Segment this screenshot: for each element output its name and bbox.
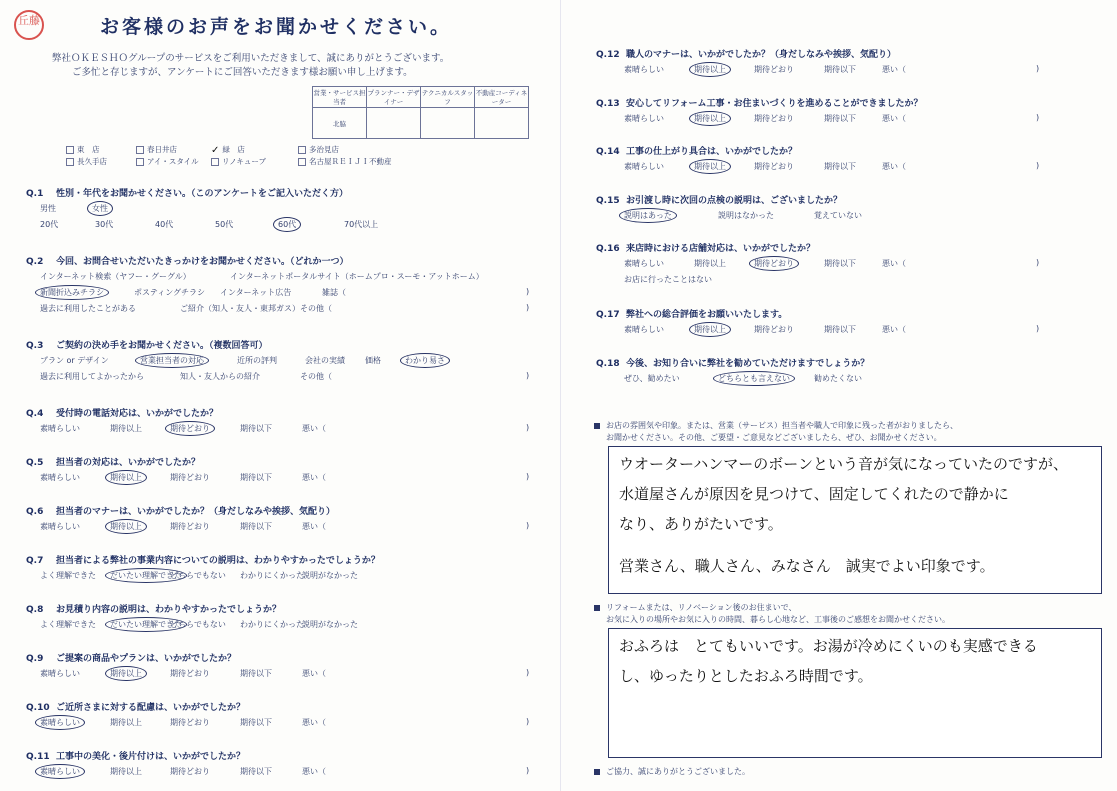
question-text: 来店時における店舗対応は、いかがでしたか？: [626, 244, 816, 255]
checkbox-icon[interactable]: [66, 158, 74, 166]
answer-option[interactable]: ご紹介（知人・友人・東邦ガス）: [180, 304, 300, 313]
answer-option[interactable]: 悪い（: [302, 473, 326, 482]
selected-option[interactable]: 素晴らしい: [35, 764, 85, 779]
option-row: [596, 60, 1040, 76]
answer-option[interactable]: 70代以上: [344, 220, 379, 229]
option-row: [26, 267, 484, 283]
answer-option[interactable]: 期待どおり: [754, 325, 794, 335]
closing-paren: ): [526, 717, 530, 726]
answer-option[interactable]: 期待以下: [824, 325, 856, 335]
answer-option[interactable]: 期待以下: [240, 718, 272, 727]
answer-option[interactable]: お店に行ったことはない: [624, 275, 712, 285]
store-option[interactable]: [66, 156, 107, 167]
comment1-line: ウオーターハンマーのボーンという音が気になっていたのですが、: [619, 455, 1068, 473]
answer-option[interactable]: プラン or デザイン: [40, 356, 109, 365]
answer-option[interactable]: 会社の実績: [305, 356, 345, 365]
closing-paren: ): [526, 668, 530, 677]
comment1-label-line: お店の雰囲気や印象。または、営業（サービス）担当者や職人で印象に残った者がおりましたら、: [606, 421, 958, 430]
staff-cell-planner[interactable]: [367, 108, 421, 139]
option-row: [26, 713, 530, 729]
question-title: [26, 455, 200, 468]
answer-option[interactable]: 勧めたくない: [814, 374, 862, 383]
selected-option[interactable]: 期待以上: [105, 666, 147, 681]
selected-option[interactable]: 営業担当者の対応: [135, 353, 209, 368]
closing-paren: ): [526, 303, 530, 312]
answer-option[interactable]: 悪い（: [882, 65, 906, 74]
closing-paren: ): [526, 423, 530, 432]
answer-option[interactable]: 悪い（: [882, 259, 906, 269]
answer-option[interactable]: 覚えていない: [814, 210, 862, 220]
store-option[interactable]: [211, 156, 266, 167]
comment1-line: 営業さん、職人さん、みなさん 誠実でよい印象です。: [619, 557, 995, 575]
store-label: アイ・スタイル: [147, 157, 199, 166]
checkbox-icon[interactable]: [298, 146, 306, 154]
question-number: Q.13: [596, 98, 620, 109]
selected-option[interactable]: どちらとも言えない: [713, 371, 795, 386]
answer-option[interactable]: 悪い（: [302, 522, 326, 531]
answer-option[interactable]: 素晴らしい: [40, 424, 80, 433]
selected-option[interactable]: 説明はあった: [619, 208, 677, 223]
question-text: 弊社への総合評価をお願いいたします。: [626, 310, 788, 321]
answer-option[interactable]: 40代: [155, 220, 174, 229]
answer-option[interactable]: ぜひ、勧めたい: [624, 374, 680, 383]
answer-option[interactable]: よく理解できた: [40, 571, 96, 580]
answer-option[interactable]: 素晴らしい: [624, 65, 664, 74]
answer-option[interactable]: 20代: [40, 220, 59, 229]
question-text: お見積り内容の説明は、わかりやすかったでしょうか？: [56, 605, 282, 615]
answer-option[interactable]: 素晴らしい: [40, 473, 80, 482]
answer-option[interactable]: 悪い（: [302, 424, 326, 433]
question-title: [26, 651, 236, 664]
question-title: [596, 96, 923, 109]
question-text: 工事の仕上がり具合は、いかがでしたか？: [626, 147, 798, 158]
checkbox-icon[interactable]: [136, 158, 144, 166]
question-title: [26, 186, 348, 199]
question-title: [596, 144, 797, 157]
answer-option[interactable]: 素晴らしい: [624, 259, 664, 269]
option-row: [26, 199, 348, 215]
question-q12: [596, 47, 1040, 76]
question-title: [26, 406, 218, 419]
closing-paren: ): [1036, 112, 1040, 122]
question-text: 担当者の対応は、いかがでしたか？: [56, 458, 201, 468]
closing-paren: ): [526, 287, 530, 296]
question-text: ご近所さまに対する配慮は、いかがでしたか？: [56, 703, 246, 713]
answer-option[interactable]: 過去に利用してよかったから: [40, 372, 144, 381]
closing-paren: ): [526, 371, 530, 380]
question-number: Q.1: [26, 189, 44, 199]
comment2-label: [594, 602, 950, 626]
store-label: 緑 店: [222, 145, 245, 154]
intro-line: ご多忙と存じますが、アンケートにご回答いただきます様お願い申し上げます。: [72, 67, 413, 78]
answer-option[interactable]: インターネットポータルサイト（ホームプロ・スーモ・アットホーム）: [230, 272, 484, 281]
staff-cell-realestate[interactable]: [475, 108, 529, 139]
checkbox-icon[interactable]: [298, 158, 306, 166]
answer-option[interactable]: よく理解できた: [40, 620, 96, 629]
answer-option[interactable]: 期待どおり: [170, 718, 210, 727]
answer-option[interactable]: 悪い（: [302, 767, 326, 776]
staff-name-sales[interactable]: 北脇: [313, 108, 367, 139]
question-text: ご提案の商品やプランは、いかがでしたか？: [56, 654, 237, 664]
answer-option[interactable]: 期待どおり: [170, 767, 210, 776]
store-label: 東 店: [77, 145, 100, 154]
square-bullet-icon: [594, 423, 600, 429]
answer-option[interactable]: わかりにくかった: [240, 620, 304, 629]
answer-option[interactable]: 雑誌（: [322, 288, 346, 297]
question-title: [596, 241, 815, 254]
staff-header-technical: テクニカルスタッフ: [421, 87, 475, 108]
square-bullet-icon: [594, 769, 600, 775]
comment2-line: おふろは とてもいいです。お湯が冷めにくいのも実感できる: [619, 637, 1038, 655]
question-q1: [26, 186, 379, 231]
comment2-text: [609, 629, 1101, 693]
answer-option[interactable]: 期待以上: [110, 767, 142, 776]
answer-option[interactable]: 説明がなかった: [302, 571, 358, 580]
comment1-line: 水道屋さんが原因を見つけて、固定してくれたので静かに: [619, 485, 1009, 503]
question-text: ご契約の決め手をお聞かせください。（複数回答可）: [56, 341, 268, 351]
question-number: Q.10: [26, 703, 50, 713]
question-number: Q.6: [26, 507, 44, 517]
selected-option[interactable]: 期待どおり: [749, 256, 799, 271]
question-title: [26, 700, 245, 713]
question-q9: [26, 651, 530, 680]
footer: [594, 766, 750, 778]
option-row: [26, 351, 445, 367]
square-bullet-icon: [594, 605, 600, 611]
answer-option[interactable]: 素晴らしい: [624, 113, 664, 123]
question-title: [596, 307, 787, 320]
closing-paren: ): [1036, 324, 1040, 334]
staff-table: [312, 86, 529, 139]
answer-option[interactable]: 期待以下: [240, 767, 272, 776]
checkbox-icon[interactable]: [211, 158, 219, 166]
answer-option[interactable]: 男性: [40, 204, 56, 213]
option-row: [26, 762, 530, 778]
store-option[interactable]: [298, 156, 392, 167]
option-row: [26, 468, 530, 484]
question-number: Q.3: [26, 341, 44, 351]
answer-option[interactable]: わかりにくかった: [240, 571, 304, 580]
option-row: [26, 215, 379, 231]
answer-option[interactable]: どちらでもない: [170, 620, 226, 629]
answer-option[interactable]: ポスティングチラシ: [134, 288, 206, 297]
selected-option[interactable]: だいたい理解できた: [105, 617, 187, 632]
comment2-label-line: お気に入りの場所やお気に入りの時間、暮らし心地など、工事後のご感想をお聞かせください。: [606, 615, 950, 624]
answer-option[interactable]: 期待以上: [694, 259, 726, 269]
closing-paren: ): [526, 472, 530, 481]
question-number: Q.5: [26, 458, 44, 468]
answer-option[interactable]: 期待以下: [240, 522, 272, 531]
answer-option[interactable]: インターネット検索（ヤフー・グーグル）: [40, 272, 191, 281]
question-text: 安心してリフォーム工事・お住まいづくりを進めることができましたか？: [626, 98, 923, 109]
answer-option[interactable]: 期待どおり: [754, 65, 794, 74]
answer-option[interactable]: 悪い（: [882, 162, 906, 172]
question-number: Q.4: [26, 409, 44, 419]
question-q8: [26, 602, 358, 631]
answer-option[interactable]: 悪い（: [302, 718, 326, 727]
staff-header-realestate: 不動産コーディネーター: [475, 87, 529, 108]
answer-option[interactable]: 期待以下: [824, 162, 856, 172]
checkbox-icon[interactable]: [136, 146, 144, 154]
question-q5: [26, 455, 530, 484]
answer-option[interactable]: 悪い（: [882, 113, 906, 123]
answer-option[interactable]: 期待どおり: [170, 669, 210, 678]
question-q6: [26, 504, 530, 533]
staff-header-sales: 営業・サービス担当者: [313, 87, 367, 108]
intro-line: 弊社ＯＫＥＳＨＯグループのサービスをご利用いただきまして、誠にありがとうございます。: [52, 53, 450, 64]
answer-option[interactable]: 期待以上: [110, 424, 142, 433]
selected-option[interactable]: わかり易さ: [400, 353, 450, 368]
selected-option[interactable]: 期待以上: [689, 159, 731, 174]
closing-paren: ): [1036, 64, 1040, 73]
answer-option[interactable]: 期待以下: [824, 65, 856, 74]
answer-option[interactable]: 期待どおり: [754, 113, 794, 123]
checked-box-icon[interactable]: ✓: [211, 144, 220, 156]
answer-option[interactable]: どちらでもない: [170, 571, 226, 580]
store-option[interactable]: [211, 144, 245, 156]
option-row: [26, 299, 530, 315]
question-title: [26, 553, 380, 566]
staff-header-planner: プランナー・デザイナー: [367, 87, 421, 108]
question-number: Q.16: [596, 244, 620, 255]
store-label: リノキューブ: [222, 157, 267, 166]
answer-option[interactable]: 期待以上: [110, 718, 142, 727]
question-q2: [26, 254, 530, 315]
selected-option[interactable]: 素晴らしい: [35, 715, 85, 730]
question-q15: [596, 193, 862, 222]
answer-option[interactable]: 説明がなかった: [302, 620, 358, 629]
question-number: Q.12: [596, 50, 620, 60]
option-row: [26, 283, 530, 299]
answer-option[interactable]: 素晴らしい: [624, 162, 664, 172]
comment1-label: [594, 420, 958, 444]
answer-option[interactable]: 50代: [215, 220, 234, 229]
option-row: [26, 566, 380, 582]
question-text: 今後、お知り合いに弊社を勧めていただけますでしょうか？: [626, 359, 870, 369]
store-label: 春日井店: [147, 145, 177, 154]
question-text: 工事中の美化・後片付けは、いかがでしたか？: [56, 752, 246, 762]
comment1-line: なり、ありがたいです。: [619, 515, 783, 533]
question-title: [26, 749, 245, 762]
answer-option[interactable]: 期待どおり: [754, 162, 794, 172]
answer-option[interactable]: 期待以下: [240, 424, 272, 433]
question-text: 受付時の電話対応は、いかがでしたか？: [56, 409, 219, 419]
selected-option[interactable]: 期待以上: [689, 111, 731, 126]
question-title: [596, 193, 842, 206]
question-text: 職人のマナーは、いかがでしたか？（身だしなみや挨拶、気配り）: [626, 50, 897, 60]
answer-option[interactable]: 説明はなかった: [718, 210, 774, 220]
closing-paren: ): [526, 521, 530, 530]
question-q3: [26, 338, 530, 383]
answer-option[interactable]: 悪い（: [302, 669, 326, 678]
option-row: [26, 615, 358, 631]
question-q17: [596, 307, 1040, 336]
question-number: Q.17: [596, 310, 620, 321]
selected-option[interactable]: だいたい理解できた: [105, 568, 187, 583]
answer-option[interactable]: 期待以下: [824, 113, 856, 123]
option-row: [596, 206, 862, 222]
question-q4: [26, 406, 530, 435]
selected-option[interactable]: 期待どおり: [165, 421, 215, 436]
option-row: [26, 419, 530, 435]
answer-option[interactable]: 価格: [365, 356, 381, 365]
comment2-line: し、ゆったりとしたおふろ時間です。: [619, 667, 873, 685]
answer-option[interactable]: 期待どおり: [170, 473, 210, 482]
comment2-label-line: リフォームまたは、リノベーション後のお住まいで、: [606, 603, 797, 612]
store-option[interactable]: [298, 144, 339, 155]
question-q7: [26, 553, 380, 582]
center-divider: [560, 0, 561, 791]
question-title: [26, 254, 349, 267]
question-number: Q.15: [596, 195, 620, 206]
option-row: [596, 270, 815, 286]
question-title: [26, 504, 335, 517]
answer-option[interactable]: 期待どおり: [170, 522, 210, 531]
question-title: [26, 602, 281, 615]
option-row: [596, 320, 1040, 336]
answer-option[interactable]: 近所の評判: [237, 356, 277, 365]
option-row: [26, 367, 530, 383]
answer-option[interactable]: インターネット広告: [220, 288, 292, 297]
question-number: Q.11: [26, 752, 50, 762]
store-option[interactable]: [66, 144, 100, 155]
answer-option[interactable]: 過去に利用したことがある: [40, 304, 136, 313]
answer-option[interactable]: 素晴らしい: [624, 325, 664, 335]
store-label: 長久手店: [77, 157, 107, 166]
store-label: 多治見店: [309, 145, 339, 154]
option-row: [596, 109, 1040, 125]
option-row: [26, 664, 530, 680]
closing-paren: ): [526, 766, 530, 775]
answer-option[interactable]: その他（: [300, 372, 332, 381]
comment1-box[interactable]: [608, 446, 1102, 594]
question-title: [596, 47, 896, 60]
selected-option[interactable]: 期待以上: [689, 322, 731, 337]
question-number: Q.14: [596, 147, 620, 158]
option-row: [596, 369, 869, 385]
answer-option[interactable]: 知人・友人からの紹介: [180, 372, 260, 381]
comment2-box[interactable]: [608, 628, 1102, 758]
option-row: [596, 254, 1040, 270]
question-q13: [596, 96, 1040, 125]
question-q16: [596, 241, 1040, 286]
selected-option[interactable]: 女性: [87, 201, 113, 216]
closing-paren: ): [1036, 161, 1040, 171]
selected-option[interactable]: 期待以上: [689, 62, 731, 77]
question-text: 担当者のマナーは、いかがでしたか？（身だしなみや挨拶、気配り）: [56, 507, 336, 517]
answer-option[interactable]: その他（: [300, 304, 332, 313]
answer-option[interactable]: 期待以下: [240, 669, 272, 678]
question-title: [26, 338, 268, 351]
store-option[interactable]: [136, 144, 177, 155]
store-option[interactable]: [136, 156, 199, 167]
footer-text: ご協力、誠にありがとうございました。: [606, 767, 750, 776]
answer-option[interactable]: 素晴らしい: [40, 522, 80, 531]
question-q18: [596, 356, 869, 385]
answer-option[interactable]: 悪い（: [882, 325, 906, 335]
question-q10: [26, 700, 530, 729]
selected-option[interactable]: 期待以上: [105, 519, 147, 534]
question-number: Q.2: [26, 257, 44, 267]
seal-stamp: 丘藤: [14, 10, 44, 40]
option-row: [26, 517, 530, 533]
staff-cell-technical[interactable]: [421, 108, 475, 139]
comment1-label-line: お聞かせください。その他、ご要望・ご意見などございましたら、ぜひ、お聞かせください。: [606, 433, 942, 442]
selected-option[interactable]: 期待以上: [105, 470, 147, 485]
question-q11: [26, 749, 530, 778]
selected-option[interactable]: 新聞折込みチラシ: [35, 285, 109, 300]
question-number: Q.7: [26, 556, 44, 566]
question-number: Q.8: [26, 605, 44, 615]
option-row: [596, 157, 1040, 173]
answer-option[interactable]: 30代: [95, 220, 114, 229]
closing-paren: ): [1036, 258, 1040, 268]
question-q14: [596, 144, 1040, 173]
question-title: [596, 356, 869, 369]
question-text: お引渡し時に次回の点検の説明は、ございましたか？: [626, 195, 843, 206]
question-number: Q.9: [26, 654, 44, 664]
comment1-text: [609, 447, 1101, 583]
question-number: Q.18: [596, 359, 620, 369]
question-text: 今回、お問合せいただいたきっかけをお聞かせください。（どれか一つ）: [56, 257, 349, 267]
selected-option[interactable]: 60代: [273, 217, 301, 232]
checkbox-icon[interactable]: [66, 146, 74, 154]
question-text: 性別・年代をお聞かせください。（このアンケートをご記入いただく方）: [56, 189, 348, 199]
question-text: 担当者による弊社の事業内容についての説明は、わかりやすかったでしょうか？: [56, 556, 380, 566]
answer-option[interactable]: 期待以下: [240, 473, 272, 482]
page-title: お客様のお声をお聞かせください。: [100, 16, 453, 38]
intro-text: [52, 52, 449, 80]
answer-option[interactable]: 素晴らしい: [40, 669, 80, 678]
answer-option[interactable]: 期待以下: [824, 259, 856, 269]
store-label: 名古屋ＲＥＩＪＩ不動産: [309, 157, 392, 166]
